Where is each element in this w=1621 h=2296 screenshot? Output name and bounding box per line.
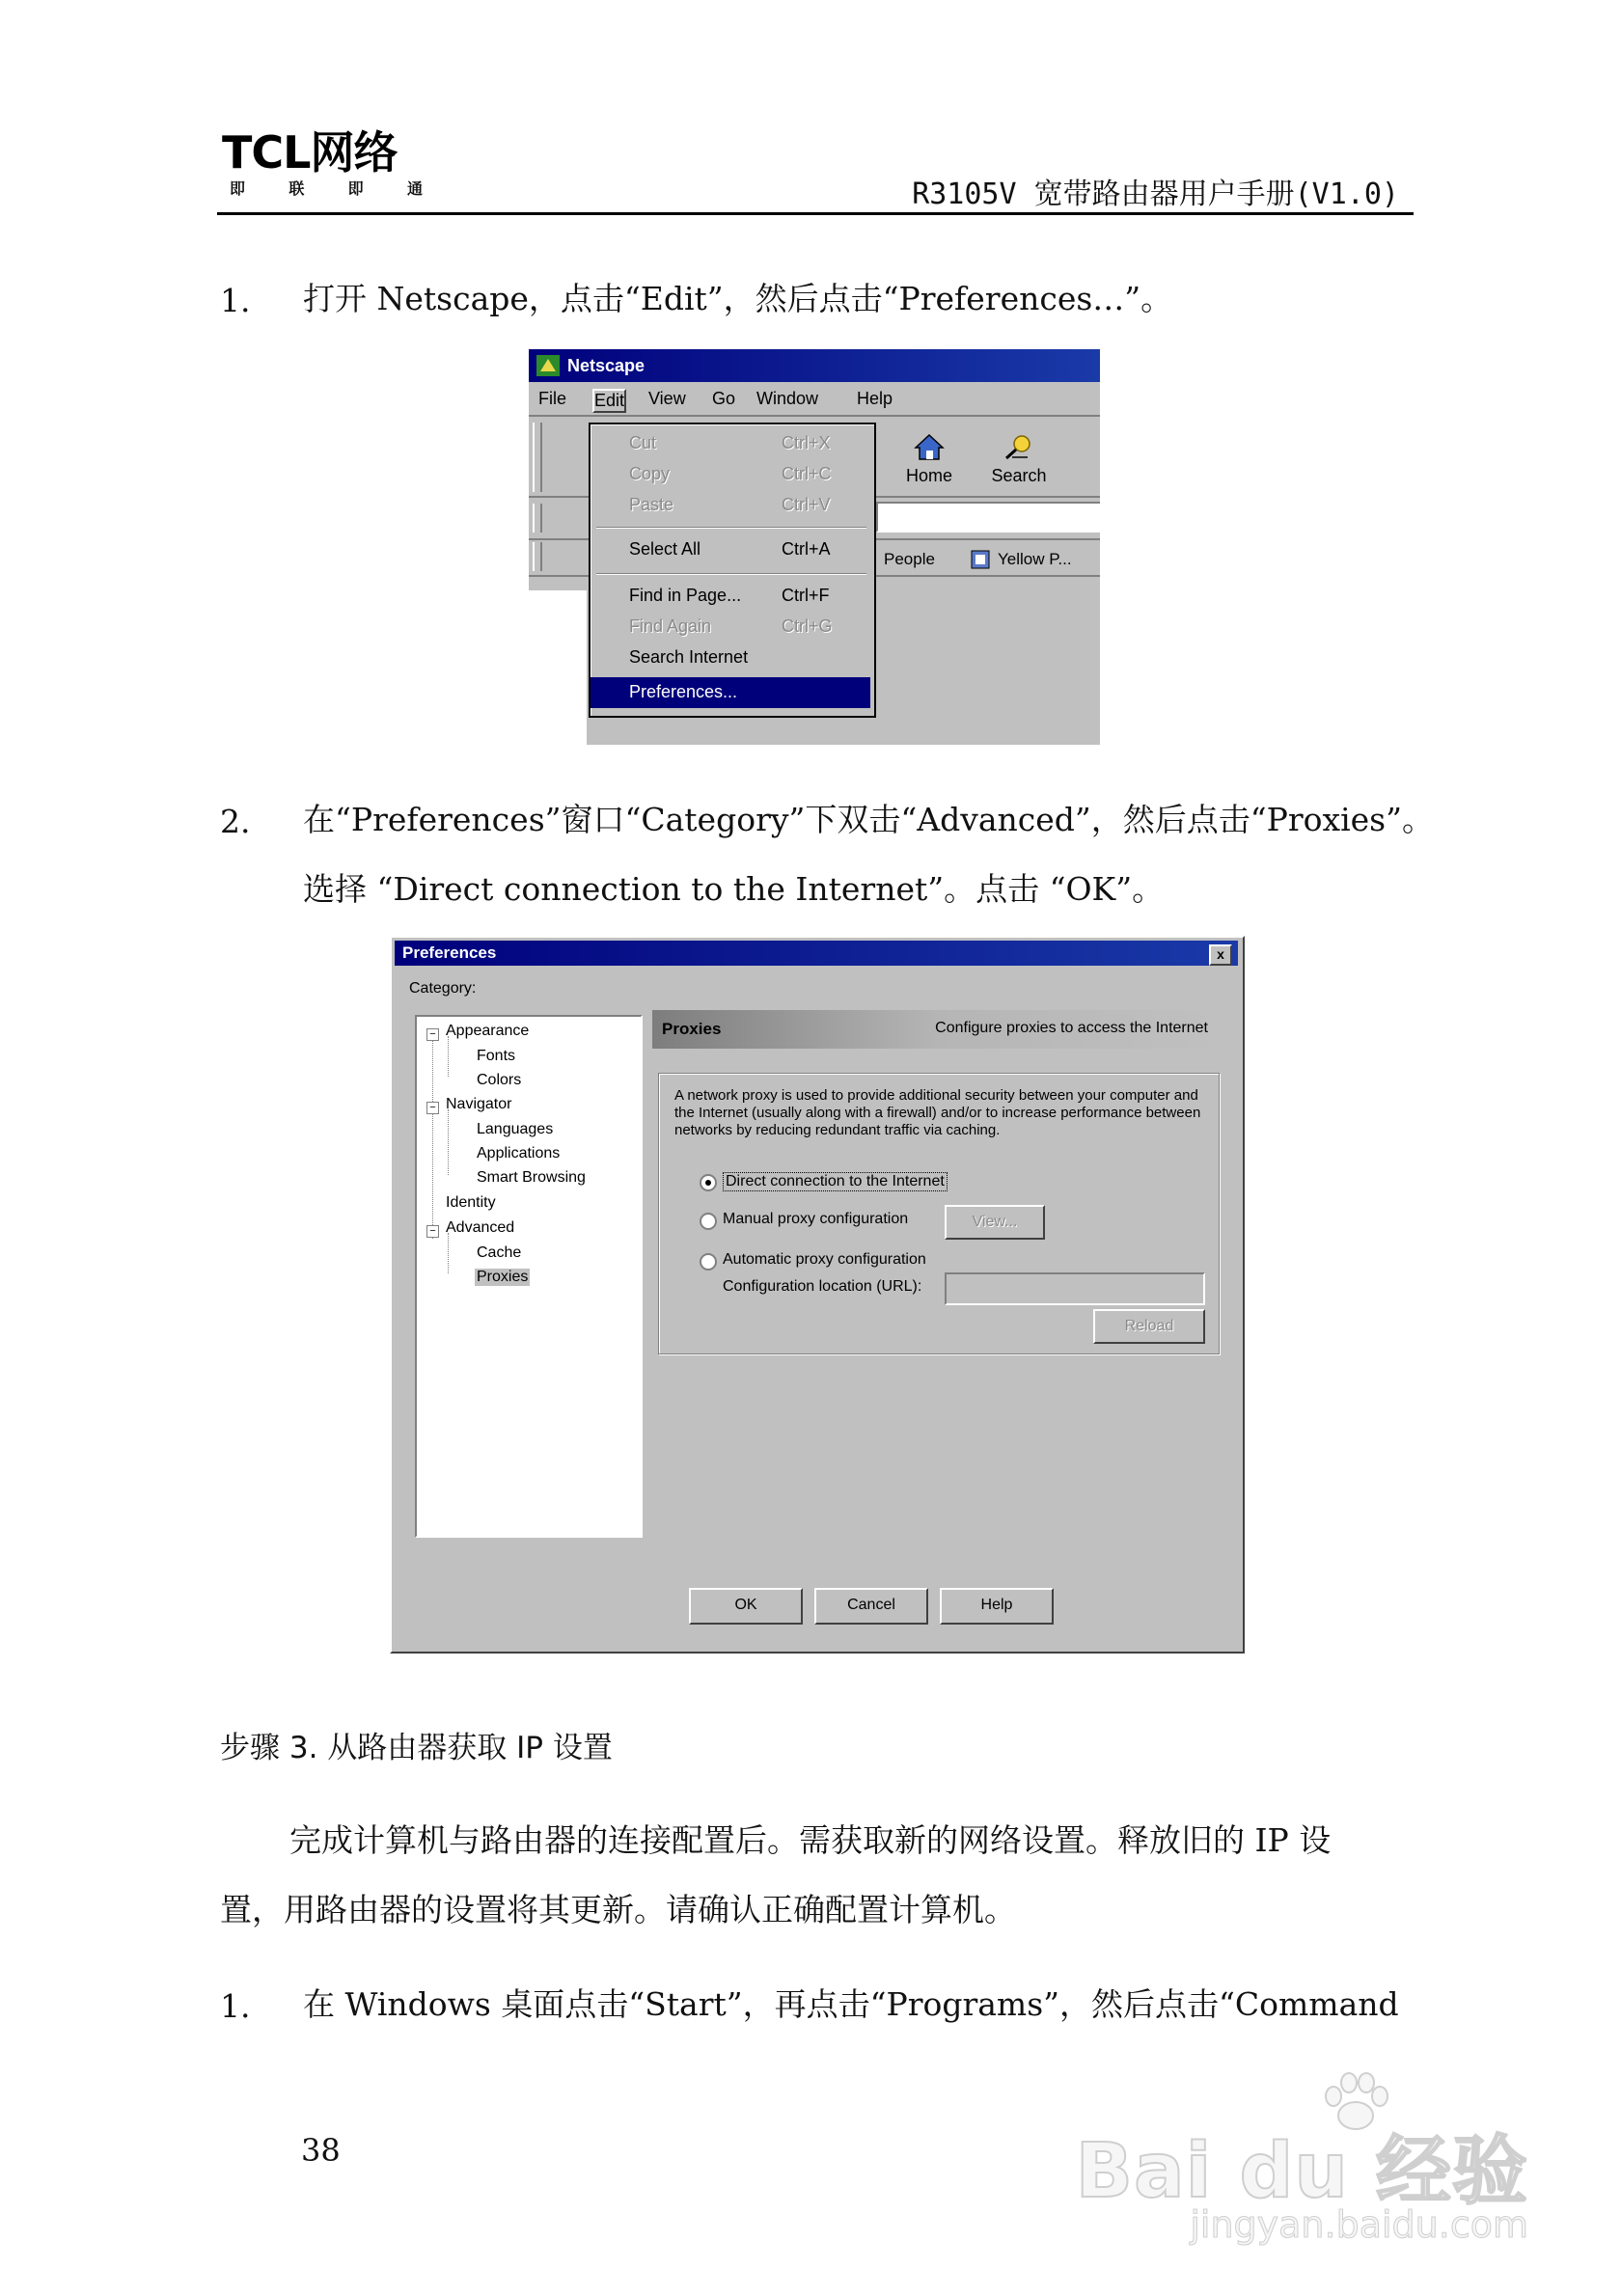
menu-separator bbox=[596, 573, 866, 575]
yellow-pages-link[interactable]: Yellow P... bbox=[998, 550, 1072, 568]
menu-item-copy[interactable]: Copy Ctrl+C bbox=[629, 464, 832, 483]
tree-item-fonts[interactable]: Fonts bbox=[477, 1048, 516, 1064]
menu-help[interactable]: Help bbox=[857, 389, 893, 408]
tree-line bbox=[448, 1036, 449, 1077]
cancel-button[interactable]: Cancel bbox=[814, 1588, 928, 1625]
menu-item-find-again[interactable]: Find Again Ctrl+G bbox=[629, 616, 833, 636]
logo-tagline bbox=[230, 177, 423, 199]
menu-separator bbox=[596, 527, 866, 529]
netscape-screenshot bbox=[529, 349, 1100, 745]
step-1-number: 1. bbox=[220, 282, 251, 319]
preferences-dialog bbox=[390, 936, 1245, 1654]
baidu-watermark-url: jingyan.baidu.com bbox=[1190, 2203, 1528, 2246]
section-paragraph-line2: 置，用路由器的设置将其更新。请确认正确配置计算机。 bbox=[220, 1891, 1016, 1928]
tree-item-applications[interactable]: Applications bbox=[477, 1145, 561, 1162]
people-link[interactable]: People bbox=[884, 550, 935, 568]
menu-go[interactable]: Go bbox=[712, 389, 736, 408]
baidu-watermark: Bai du 经验 bbox=[1075, 2128, 1528, 2215]
help-button[interactable]: Help bbox=[940, 1588, 1054, 1625]
step-3-1-number: 1. bbox=[220, 1987, 251, 2025]
category-tree bbox=[415, 1015, 643, 1538]
tree-item-navigator[interactable]: Navigator bbox=[446, 1096, 512, 1112]
logo-tagline-char: 联 bbox=[288, 179, 305, 198]
header-divider bbox=[217, 212, 1414, 215]
ok-button[interactable]: OK bbox=[689, 1588, 803, 1625]
toolbar-grip[interactable] bbox=[533, 423, 542, 492]
collapse-icon[interactable]: − bbox=[426, 1225, 439, 1238]
tree-item-colors[interactable]: Colors bbox=[477, 1072, 522, 1088]
netscape-logo-icon bbox=[536, 355, 560, 376]
step-1-text: 打开 Netscape，点击“Edit”，然后点击“Preferences…”。 bbox=[303, 280, 1173, 317]
location-grip[interactable] bbox=[533, 504, 542, 533]
tree-line bbox=[432, 1036, 433, 1239]
bookmark-icon bbox=[971, 550, 990, 569]
page-number: 38 bbox=[301, 2132, 341, 2169]
tree-line bbox=[448, 1109, 449, 1175]
proxy-settings-group bbox=[658, 1073, 1220, 1354]
home-button-label: Home bbox=[905, 466, 952, 485]
tree-item-smart-browsing[interactable]: Smart Browsing bbox=[477, 1169, 586, 1186]
close-icon[interactable]: x bbox=[1209, 944, 1232, 966]
home-button[interactable] bbox=[895, 432, 963, 486]
direct-connection-radio[interactable] bbox=[700, 1174, 717, 1191]
direct-connection-label[interactable]: Direct connection to the Internet bbox=[723, 1172, 948, 1191]
tree-item-advanced[interactable]: Advanced bbox=[446, 1219, 515, 1236]
edit-menu-dropdown bbox=[589, 423, 876, 718]
config-location-input[interactable] bbox=[945, 1272, 1205, 1305]
tree-item-identity[interactable]: Identity bbox=[446, 1194, 496, 1211]
automatic-proxy-radio[interactable] bbox=[700, 1253, 717, 1271]
menu-file[interactable]: File bbox=[538, 389, 567, 408]
reload-button[interactable]: Reload bbox=[1093, 1309, 1205, 1344]
home-icon bbox=[913, 432, 946, 461]
section-paragraph-line1: 完成计算机与路由器的连接配置后。需获取新的网络设置。释放旧的 IP 设 bbox=[289, 1821, 1332, 1859]
menu-edit[interactable]: Edit bbox=[592, 389, 626, 413]
menu-item-search-internet[interactable]: Search Internet bbox=[629, 647, 749, 667]
preferences-title-bar bbox=[395, 941, 1238, 966]
manual-proxy-label[interactable]: Manual proxy configuration bbox=[723, 1211, 909, 1227]
menu-item-select-all[interactable]: Select All Ctrl+A bbox=[629, 539, 831, 559]
menu-window[interactable]: Window bbox=[756, 389, 819, 408]
logo-tagline-char: 即 bbox=[230, 179, 246, 198]
collapse-icon[interactable]: − bbox=[426, 1028, 439, 1041]
page-content-area bbox=[529, 590, 587, 745]
collapse-icon[interactable]: − bbox=[426, 1102, 439, 1114]
panel-header bbox=[652, 1010, 1222, 1049]
panel-subtitle: Configure proxies to access the Internet bbox=[935, 1020, 1208, 1036]
netscape-title: Netscape bbox=[567, 356, 646, 375]
proxy-description: A network proxy is used to provide additional security between your computer and the Internet (usually along with a firewall) and/or to increase performance between networks by reducing redundant traffic via caching. bbox=[674, 1087, 1201, 1138]
tree-item-proxies[interactable]: Proxies bbox=[477, 1269, 529, 1285]
section-heading: 步骤 3. 从路由器获取 IP 设置 bbox=[220, 1731, 613, 1765]
preferences-title: Preferences bbox=[402, 943, 497, 962]
category-label: Category: bbox=[409, 980, 477, 997]
menu-view[interactable]: View bbox=[648, 389, 686, 408]
logo-tagline-char: 即 bbox=[347, 179, 364, 198]
personal-toolbar-grip[interactable] bbox=[533, 542, 542, 571]
search-button-label: Search bbox=[991, 466, 1047, 485]
step-2-text-line1: 在“Preferences”窗口“Category”下双击“Advanced”，然后点击“Proxies”。 bbox=[303, 801, 1434, 838]
menu-item-paste[interactable]: Paste Ctrl+V bbox=[629, 495, 831, 514]
manual-title: R3105V 宽带路由器用户手册(V1.0) bbox=[912, 178, 1399, 211]
menu-item-find-in-page[interactable]: Find in Page... Ctrl+F bbox=[629, 586, 830, 605]
menu-item-cut[interactable]: Cut Ctrl+X bbox=[629, 433, 831, 452]
location-field[interactable] bbox=[876, 502, 1100, 533]
tree-line bbox=[448, 1233, 449, 1273]
menu-item-preferences[interactable]: Preferences... bbox=[591, 677, 870, 708]
automatic-proxy-label[interactable]: Automatic proxy configuration bbox=[723, 1251, 926, 1268]
step-2-number: 2. bbox=[220, 803, 251, 840]
netscape-title-bar bbox=[529, 349, 1100, 382]
step-3-1-text: 在 Windows 桌面点击“Start”，再点击“Programs”，然后点击“Command bbox=[303, 1985, 1399, 2023]
panel-title: Proxies bbox=[662, 1020, 722, 1038]
logo-tagline-char: 通 bbox=[406, 179, 423, 198]
toolbar-divider bbox=[529, 415, 1100, 417]
search-icon bbox=[1003, 432, 1035, 461]
tree-item-languages[interactable]: Languages bbox=[477, 1121, 554, 1137]
logo: TCL网络 bbox=[222, 126, 398, 178]
config-location-label: Configuration location (URL): bbox=[723, 1278, 922, 1295]
tree-item-cache[interactable]: Cache bbox=[477, 1244, 522, 1261]
view-button[interactable]: View... bbox=[945, 1205, 1045, 1240]
netscape-menu-bar bbox=[529, 384, 1100, 413]
search-button[interactable] bbox=[980, 432, 1058, 486]
tree-item-appearance[interactable]: Appearance bbox=[446, 1023, 530, 1039]
manual-proxy-radio[interactable] bbox=[700, 1213, 717, 1230]
step-2-text-line2: 选择 “Direct connection to the Internet”。点击 “OK”。 bbox=[303, 870, 1165, 908]
